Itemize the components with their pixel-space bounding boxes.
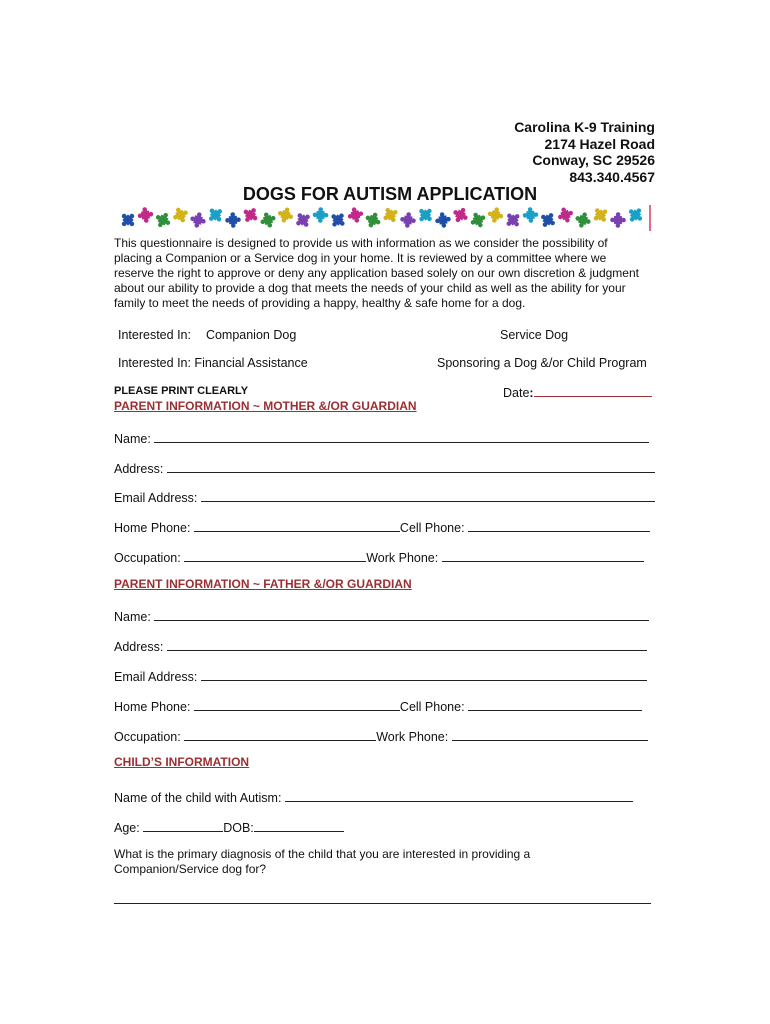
mother-phones-row	[114, 518, 650, 535]
father-email-line[interactable]	[201, 667, 647, 681]
mother-occupation-label: Occupation:	[114, 551, 181, 565]
puzzle-piece-border	[120, 205, 655, 231]
child-age-label: Age:	[114, 821, 140, 835]
interested-in-label: Interested In:	[118, 328, 191, 342]
mother-home-phone-line[interactable]	[194, 518, 400, 532]
puzzle-piece-icon	[414, 205, 436, 226]
print-clearly-note: PLEASE PRINT CLEARLY	[114, 385, 249, 397]
mother-occupation-line[interactable]	[184, 548, 366, 562]
puzzle-piece-icon	[327, 209, 349, 231]
mother-address-label: Address:	[114, 462, 164, 476]
sponsoring-option[interactable]: Sponsoring a Dog &/or Child Program	[437, 356, 647, 370]
puzzle-piece-icon	[170, 205, 191, 225]
puzzle-piece-icon	[258, 210, 278, 230]
father-cell-phone-line[interactable]	[468, 697, 642, 711]
puzzle-piece-icon	[486, 206, 505, 225]
puzzle-piece-icon	[610, 212, 626, 228]
mother-work-phone-label: Work Phone:	[366, 551, 439, 565]
puzzle-piece-icon	[292, 209, 314, 231]
puzzle-piece-icon	[120, 209, 139, 231]
puzzle-piece-icon	[346, 206, 365, 225]
org-name: Carolina K-9 Training	[514, 119, 655, 135]
puzzle-piece-icon	[434, 211, 452, 229]
puzzle-piece-icon	[590, 205, 612, 226]
father-home-phone-line[interactable]	[194, 697, 400, 711]
date-label: Date	[503, 386, 530, 400]
father-address-line[interactable]	[167, 637, 647, 651]
date-colon: :	[529, 386, 534, 400]
puzzle-piece-icon	[625, 205, 647, 226]
father-cell-phone-label: Cell Phone:	[399, 700, 465, 714]
puzzle-piece-icon	[363, 210, 383, 230]
puzzle-piece-icon	[205, 205, 227, 226]
father-work-phone-line[interactable]	[452, 727, 648, 741]
child-dob-label: DOB:	[223, 821, 254, 835]
father-address-field[interactable]	[114, 637, 647, 654]
father-home-phone-label: Home Phone:	[114, 700, 191, 714]
mother-section-heading: PARENT INFORMATION ~ MOTHER &/OR GUARDIAN	[114, 399, 417, 413]
puzzle-piece-icon	[468, 210, 489, 231]
puzzle-piece-icon	[450, 205, 471, 226]
puzzle-piece-icon	[502, 209, 524, 231]
diagnosis-question: What is the primary diagnosis of the child that you are interested in providing a Companion/Service dog for?	[114, 847, 531, 876]
puzzle-piece-icon	[556, 205, 576, 225]
mother-occupation-row	[114, 548, 644, 565]
mother-home-phone-label: Home Phone:	[114, 521, 191, 535]
border-end-mark	[649, 205, 651, 231]
mother-name-label: Name:	[114, 432, 151, 446]
mother-email-field[interactable]	[114, 488, 655, 505]
mother-email-line[interactable]	[201, 488, 655, 502]
puzzle-piece-icon	[240, 205, 262, 226]
mother-cell-phone-line[interactable]	[468, 518, 650, 532]
father-email-label: Email Address:	[114, 670, 198, 684]
organization-address	[514, 119, 655, 185]
mother-address-line[interactable]	[167, 459, 655, 473]
page-title: DOGS FOR AUTISM APPLICATION	[242, 184, 538, 204]
puzzle-piece-icon	[225, 212, 241, 228]
mother-name-field[interactable]	[114, 429, 649, 446]
interest-row-1	[118, 328, 296, 342]
financial-assistance-option[interactable]: Interested In: Financial Assistance	[118, 356, 308, 370]
service-dog-option[interactable]: Service Dog	[500, 328, 569, 342]
puzzle-piece-icon	[522, 207, 539, 224]
child-name-line[interactable]	[285, 788, 633, 802]
mother-work-phone-line[interactable]	[442, 548, 644, 562]
mother-email-label: Email Address:	[114, 491, 198, 505]
companion-dog-option[interactable]: Companion Dog	[205, 328, 297, 342]
child-section-heading: CHILD’S INFORMATION	[114, 755, 250, 769]
child-name-field[interactable]	[114, 788, 633, 805]
puzzle-piece-icon	[537, 209, 559, 231]
father-occupation-row	[114, 727, 648, 744]
father-name-label: Name:	[114, 610, 151, 624]
puzzle-piece-icon	[276, 205, 296, 225]
child-dob-line[interactable]	[254, 818, 344, 832]
puzzle-piece-icon	[152, 209, 173, 230]
org-street: 2174 Hazel Road	[544, 135, 655, 152]
diagnosis-answer-line[interactable]	[114, 903, 651, 904]
father-name-line[interactable]	[154, 607, 649, 621]
father-email-field[interactable]	[114, 667, 647, 684]
father-section-heading: PARENT INFORMATION ~ FATHER &/OR GUARDIAN	[114, 577, 412, 591]
org-phone: 843.340.4567	[569, 168, 655, 185]
father-work-phone-label: Work Phone:	[376, 730, 449, 744]
child-age-line[interactable]	[143, 818, 223, 832]
puzzle-piece-icon	[380, 205, 401, 226]
puzzle-piece-icon	[137, 206, 155, 224]
puzzle-piece-icon	[312, 207, 328, 223]
father-phones-row	[114, 697, 642, 714]
mother-name-line[interactable]	[154, 429, 649, 443]
mother-cell-phone-label: Cell Phone:	[399, 521, 465, 535]
father-address-label: Address:	[114, 640, 164, 654]
date-field[interactable]	[503, 384, 652, 400]
org-city: Conway, SC 29526	[532, 152, 655, 168]
mother-address-field[interactable]	[114, 459, 655, 476]
puzzle-piece-icon	[399, 211, 416, 228]
child-age-dob-row	[114, 818, 344, 835]
date-line[interactable]	[534, 384, 652, 397]
father-occupation-label: Occupation:	[114, 730, 181, 744]
puzzle-piece-icon	[573, 210, 592, 229]
father-name-field[interactable]	[114, 607, 649, 624]
puzzle-piece-icon	[189, 211, 208, 230]
child-name-label: Name of the child with Autism:	[114, 791, 282, 805]
father-occupation-line[interactable]	[184, 727, 376, 741]
intro-paragraph: This questionnaire is designed to provide us with information as we consider the possibility of placing a Companion or a Service dog in your home. It is reviewed by a committee where we reserve the right to approve or deny any application based solely on our own discretion & judgment about our ability to provide a dog that meets the needs of your child as well as the ability for your family to meet the needs of providing a happy, healthy & safe home for a dog.	[114, 236, 639, 310]
